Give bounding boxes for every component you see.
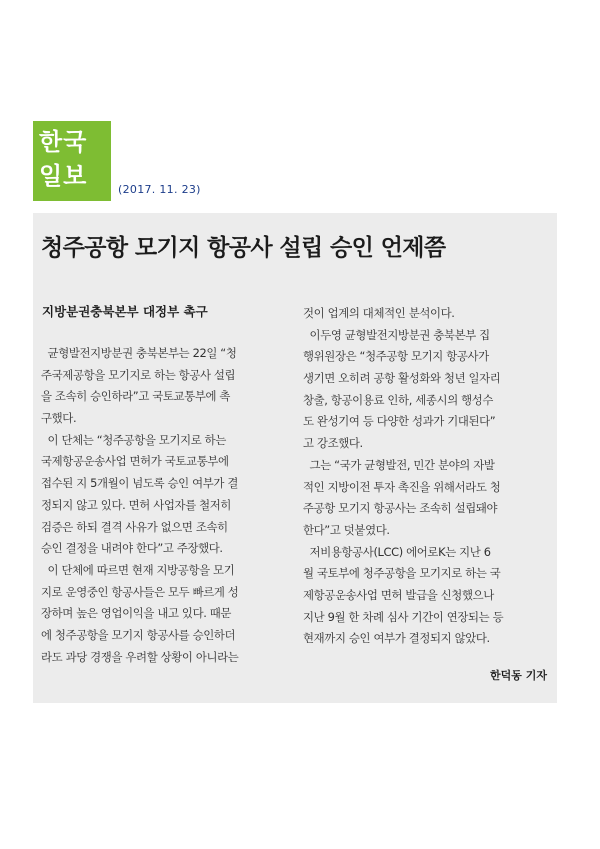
text-line: 이두영 균형발전지방분권 충북본부 집 bbox=[303, 327, 490, 342]
article-headline: 청주공항 모기지 항공사 설립 승인 언제쯤 bbox=[41, 234, 446, 261]
text-line: 정되지 않고 있다. 면허 사업자를 철저히 bbox=[41, 497, 232, 512]
text-line: 현재까지 승인 여부가 결정되지 않았다. bbox=[303, 631, 490, 646]
text-line: 라도 과당 경쟁을 우려할 상황이 아니라는 bbox=[41, 649, 239, 664]
text-line: 주국제공항을 모기지로 하는 항공사 설립 bbox=[41, 367, 236, 382]
text-line: 장하며 높은 영업이익을 내고 있다. 때문 bbox=[41, 606, 232, 621]
article-byline: 한덕동 기자 bbox=[490, 669, 547, 682]
text-line: 월 국토부에 청주공항을 모기지로 하는 국 bbox=[303, 566, 501, 581]
text-line: 행위원장은 “청주공항 모기지 항공사가 bbox=[303, 349, 489, 364]
logo-line-1: 한국 bbox=[39, 128, 88, 156]
text-line: 주공항 모기지 항공사는 조속히 설립돼야 bbox=[303, 501, 498, 516]
text-line: 도 완성기여 등 다양한 성과가 기대된다” bbox=[303, 414, 496, 429]
text-line: 이 단체에 따르면 현재 지방공항을 모기 bbox=[41, 562, 235, 577]
text-line: 적인 지방이전 투자 촉진을 위해서라도 청 bbox=[303, 479, 501, 494]
text-line: 고 강조했다. bbox=[303, 436, 363, 451]
text-line: 에 청주공항을 모기지 항공사를 승인하더 bbox=[41, 627, 236, 642]
left-column-text bbox=[41, 343, 273, 668]
article-column-right bbox=[303, 303, 535, 650]
article-column-left bbox=[41, 303, 273, 668]
newspaper-logo bbox=[33, 121, 111, 201]
text-line: 검증은 하되 결격 사유가 없으면 조속히 bbox=[41, 519, 228, 534]
text-line: 한다”고 덧붙였다. bbox=[303, 522, 390, 537]
text-line: 것이 업계의 대체적인 분석이다. bbox=[303, 306, 455, 320]
logo-line-2: 일보 bbox=[39, 162, 88, 190]
text-line: 구했다. bbox=[41, 411, 77, 426]
text-line: 그는 “국가 균형발전, 민간 분야의 자발 bbox=[303, 457, 495, 472]
article-subhead: 지방분권충북본부 대정부 촉구 bbox=[42, 304, 208, 319]
article-clipping bbox=[33, 213, 557, 703]
text-line: 승인 결정을 내려야 한다”고 주장했다. bbox=[41, 541, 223, 556]
right-column-text bbox=[303, 303, 535, 650]
text-line: 창출, 항공이용료 인하, 세종시의 행성수 bbox=[303, 392, 494, 407]
text-line: 제항공운송사업 면허 발급을 신청했으나 bbox=[303, 587, 494, 602]
text-line: 이 단체는 “청주공항을 모기지로 하는 bbox=[41, 432, 226, 447]
text-line: 지로 운영중인 항공사들은 모두 빠르게 성 bbox=[41, 584, 239, 599]
text-line: 균형발전지방분권 충북본부는 22일 “청 bbox=[41, 346, 237, 360]
text-line: 생기면 오히려 공항 활성화와 청년 일자리 bbox=[303, 371, 501, 386]
publication-date: (2017. 11. 23) bbox=[118, 183, 201, 196]
text-line: 접수된 지 5개월이 넘도록 승인 여부가 결 bbox=[41, 476, 238, 491]
text-line: 국제항공운송사업 면허가 국토교통부에 bbox=[41, 454, 229, 469]
text-line: 저비용항공사(LCC) 에어로K는 지난 6 bbox=[303, 544, 491, 559]
text-line: 지난 9월 한 차례 심사 기간이 연장되는 등 bbox=[303, 609, 504, 624]
text-line: 을 조속히 승인하라”고 국토교통부에 촉 bbox=[41, 389, 231, 404]
